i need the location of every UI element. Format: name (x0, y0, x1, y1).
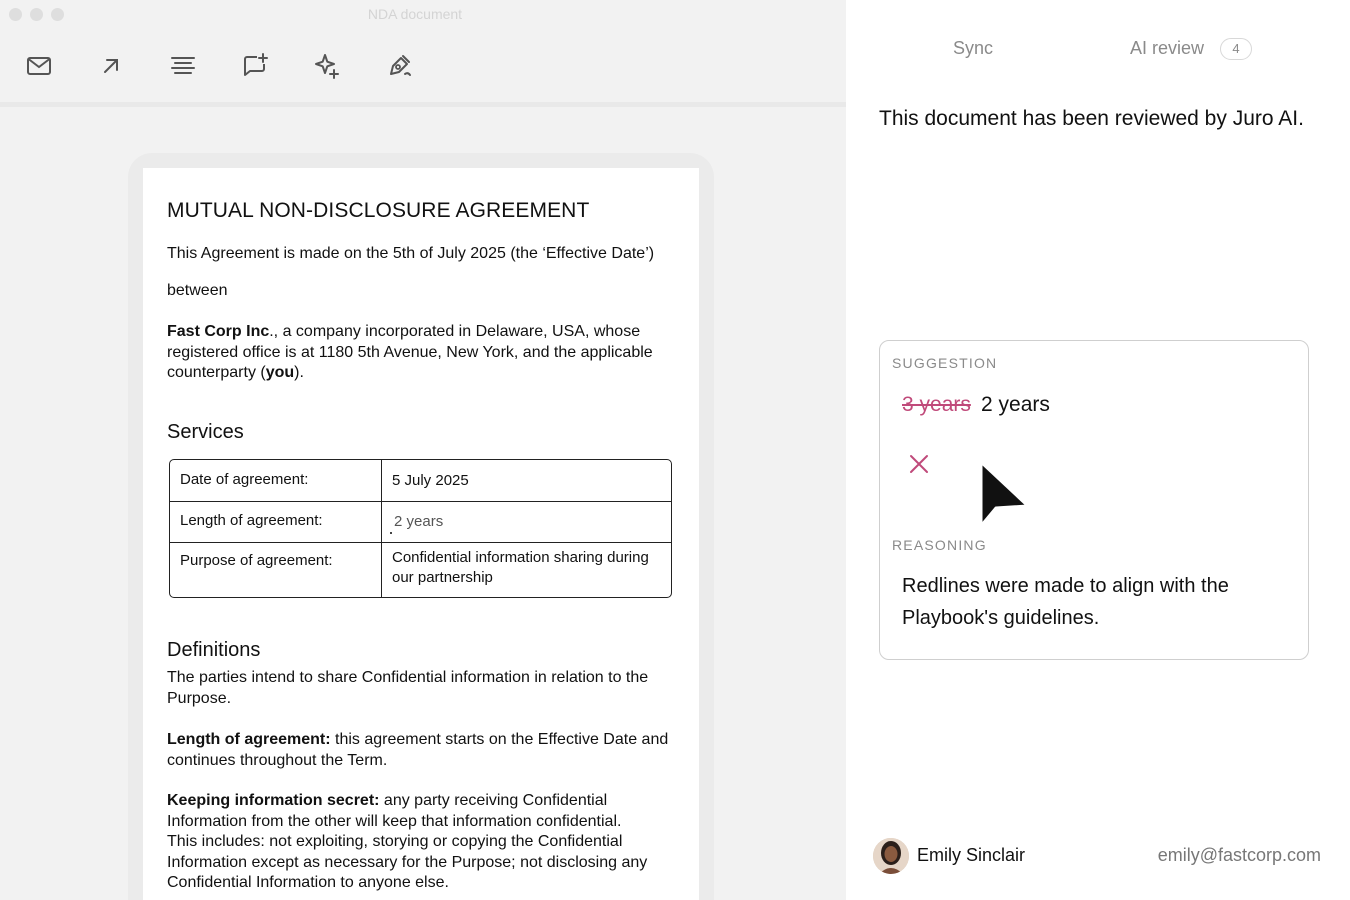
definitions-heading: Definitions (167, 639, 261, 661)
services-heading: Services (167, 421, 244, 443)
table-cell-label: Purpose of agreement: (180, 552, 333, 569)
window-title: NDA document (367, 6, 463, 22)
add-comment-button[interactable] (237, 48, 273, 84)
secret-definition (167, 791, 687, 894)
tab-ai-review[interactable]: AI review (1130, 38, 1205, 58)
add-comment-icon (241, 52, 269, 80)
suggestion-old-value: 3 years (902, 393, 971, 416)
document-toolbar (0, 30, 846, 102)
secret-term: Keeping information secret: (167, 792, 380, 809)
reasoning-label: REASONING (892, 537, 987, 553)
secret-more: This includes: not exploiting, storying or copying the Confidential Information except as necessary for the Purpose; not disclosing any Confidential Information to anyone else. (167, 833, 648, 891)
suggestion-card (879, 340, 1309, 660)
table-cell-label: Date of agreement: (180, 471, 309, 488)
review-panel (846, 0, 1350, 900)
close-icon (904, 449, 934, 479)
table-row (170, 542, 671, 598)
pen-signature-icon (385, 52, 413, 80)
length-definition (167, 730, 687, 771)
document-page[interactable] (143, 168, 699, 900)
length-term: Length of agreement: (167, 731, 331, 748)
table-cell-value[interactable]: 5 July 2025 (392, 472, 469, 489)
format-text-button[interactable] (165, 48, 201, 84)
user-name: Emily Sinclair (917, 845, 1026, 865)
table-column-divider (381, 460, 382, 597)
party-you: you (265, 364, 295, 381)
user-avatar-icon (873, 838, 909, 874)
length-text: this agreement starts on the Effective Date and continues throughout the Term. (167, 731, 669, 769)
tab-sync[interactable]: Sync (953, 38, 994, 58)
table-row (170, 460, 671, 502)
between-text: between (167, 282, 228, 299)
table-cell-value[interactable]: Confidential information sharing during our partnership (392, 549, 649, 586)
party-description: ., a company incorporated in Delaware, USA, whose registered office is at 1180 5th Avenue, New York, and the applicable counterparty ( (167, 323, 653, 381)
suggestion-new-value: 2 years (981, 393, 1050, 416)
sparkle-icon (313, 52, 341, 80)
ai-review-count-badge: 4 (1220, 38, 1252, 60)
share-button[interactable] (93, 48, 129, 84)
mail-icon (25, 52, 53, 80)
ai-assist-button[interactable] (309, 48, 345, 84)
party-paragraph (167, 322, 687, 384)
table-cell-value[interactable]: 2 years (394, 513, 444, 530)
text-caret (390, 532, 392, 534)
definitions-intro: The parties intend to share Confidential information in relation to the Purpose. (167, 669, 649, 707)
party-name: Fast Corp Inc (167, 323, 270, 340)
table-cell-label: Length of agreement: (180, 512, 323, 529)
user-email: emily@fastcorp.com (1157, 845, 1321, 865)
party-close: ). (294, 364, 304, 381)
mouse-cursor-icon (978, 458, 1032, 530)
services-table (169, 459, 672, 598)
avatar (873, 838, 909, 874)
suggestion-label: SUGGESTION (892, 355, 998, 371)
secret-text: any party receiving Confidential Information from the other will keep that information confidential. (167, 792, 622, 830)
sign-button[interactable] (381, 48, 417, 84)
agreement-intro: This Agreement is made on the 5th of July 2025 (the ‘Effective Date’) (167, 245, 655, 262)
window-titlebar (0, 0, 846, 30)
toolbar-divider (0, 102, 846, 107)
send-email-button[interactable] (21, 48, 57, 84)
review-status-message: This document has been reviewed by Juro AI. (879, 107, 1304, 130)
user-account-row[interactable] (846, 836, 1350, 876)
document-title: MUTUAL NON-DISCLOSURE AGREEMENT (167, 199, 590, 222)
reasoning-text: Redlines were made to align with the Playbook's guidelines. (902, 575, 1229, 629)
arrow-up-right-icon (97, 52, 125, 80)
reject-suggestion-button[interactable] (904, 449, 934, 479)
text-align-icon (169, 52, 197, 80)
table-row (170, 501, 671, 543)
